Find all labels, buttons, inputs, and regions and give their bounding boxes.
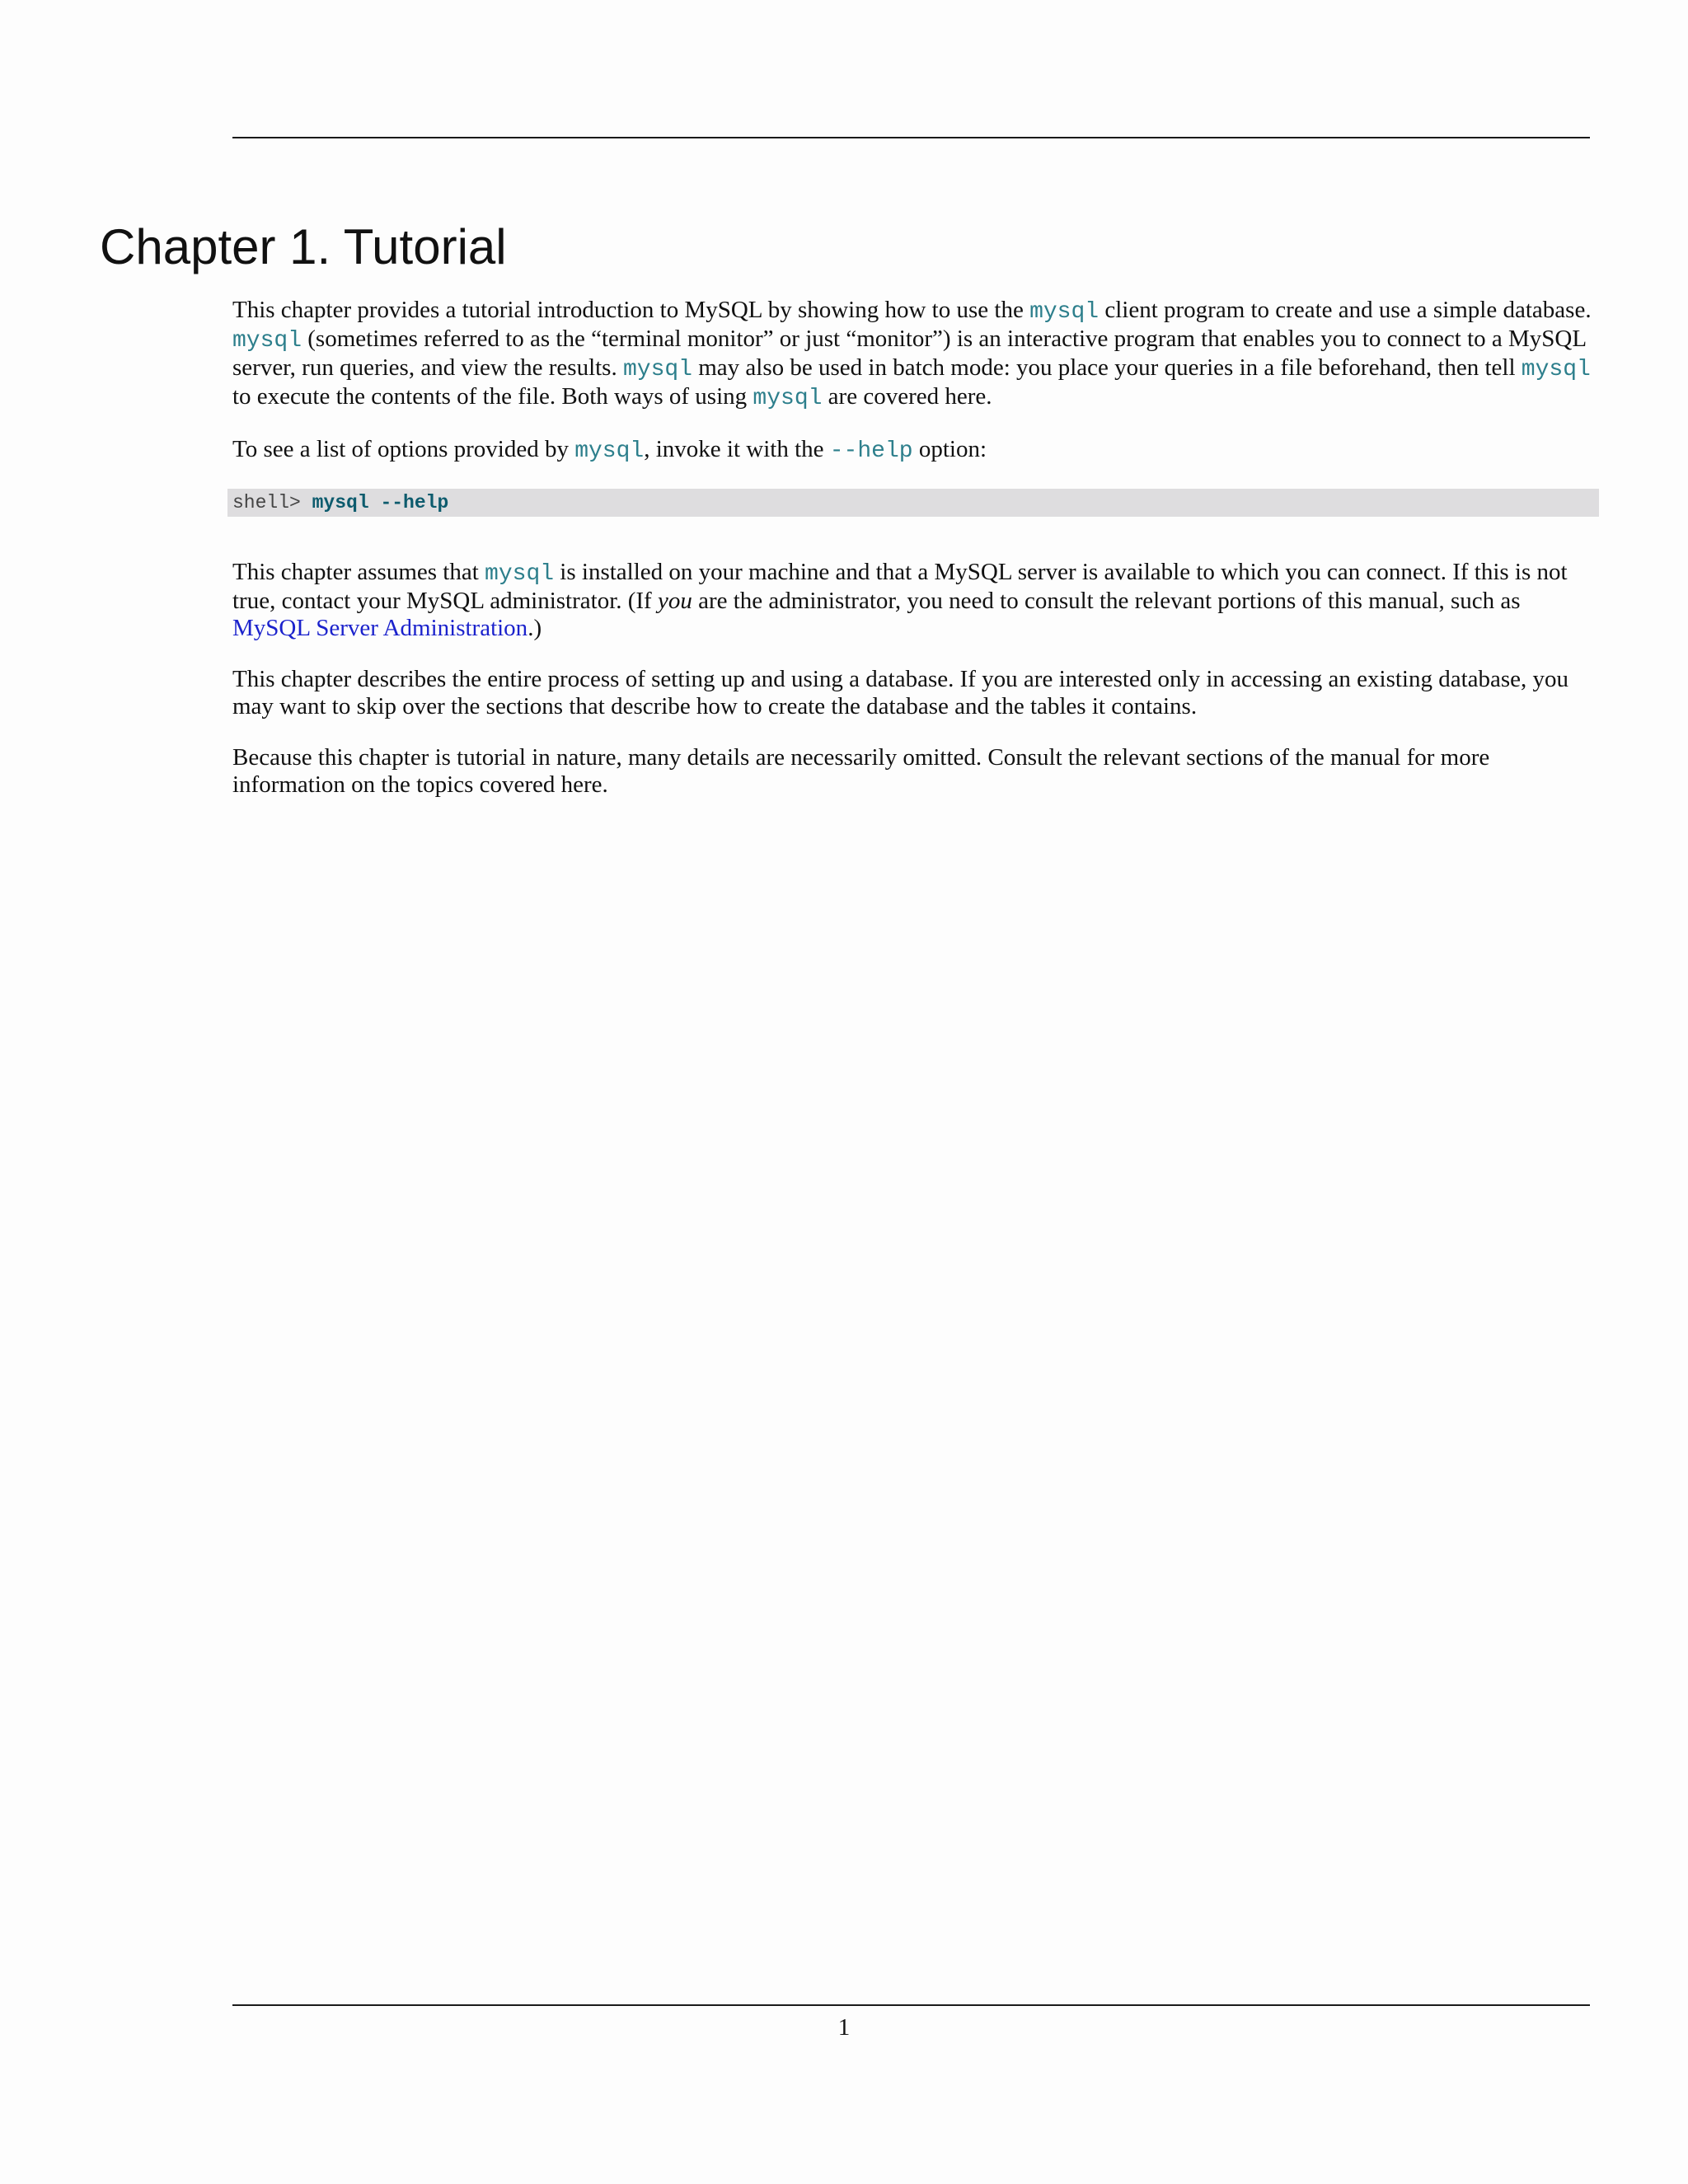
text-run: (sometimes referred to as the “terminal monitor” or just “monitor”) is an interactive program that enables you to connect to a MySQL server, run queries, and view the results. — [232, 326, 1587, 381]
header-rule — [232, 137, 1590, 138]
mysql-code: mysql — [753, 386, 823, 411]
text-run: is installed on your machine and that a MySQL server is available to which you can connect. If this is not true, contact your MySQL administrator. (If — [232, 559, 1568, 614]
text-run: option: — [912, 436, 987, 462]
shell-command-block — [227, 489, 1599, 517]
chapter-body — [232, 297, 1592, 823]
text-run: are covered here. — [822, 383, 992, 410]
text-run: This chapter provides a tutorial introduction to MySQL by showing how to use the — [232, 297, 1030, 323]
text-run: , invoke it with the — [644, 436, 830, 462]
mysql-code: mysql — [1521, 357, 1591, 382]
text-run: This chapter assumes that — [232, 559, 485, 585]
chapter-title: Chapter 1. Tutorial — [100, 219, 507, 274]
server-administration-link[interactable]: MySQL Server Administration — [232, 615, 528, 641]
text-run: to execute the contents of the file. Both ways of using — [232, 383, 753, 410]
mysql-code: mysql — [622, 357, 692, 382]
footer-rule — [232, 2004, 1590, 2006]
mysql-code: mysql — [232, 328, 302, 354]
help-option-code: --help — [829, 438, 913, 464]
shell-prompt: shell> — [232, 492, 312, 513]
mysql-code: mysql — [574, 438, 645, 464]
mysql-code: mysql — [485, 561, 555, 587]
emphasis-you: you — [657, 588, 692, 614]
text-run: are the administrator, you need to consult the relevant portions of this manual, such as — [692, 588, 1521, 614]
text-run: To see a list of options provided by — [232, 436, 575, 462]
text-run: may also be used in batch mode: you place your queries in a file beforehand, then tell — [692, 354, 1522, 381]
process-paragraph: This chapter describes the entire process of setting up and using a database. If you are interested only in accessing an existing database, you may want to skip over the sections that describe how to create the database and the tables it contains. — [232, 666, 1569, 719]
shell-command: mysql --help — [312, 492, 449, 513]
assumptions-paragraph — [232, 559, 1592, 642]
page-number: 1 — [837, 2014, 851, 2041]
text-run: client program to create and use a simple database. — [1099, 297, 1592, 323]
intro-paragraph — [232, 297, 1592, 412]
text-run: .) — [528, 615, 542, 641]
tutorial-nature-paragraph: Because this chapter is tutorial in nature, many details are necessarily omitted. Consult the relevant sections of the manual for more information on the topics covered here. — [232, 744, 1490, 798]
options-paragraph — [232, 436, 1592, 465]
mysql-code: mysql — [1029, 299, 1100, 325]
